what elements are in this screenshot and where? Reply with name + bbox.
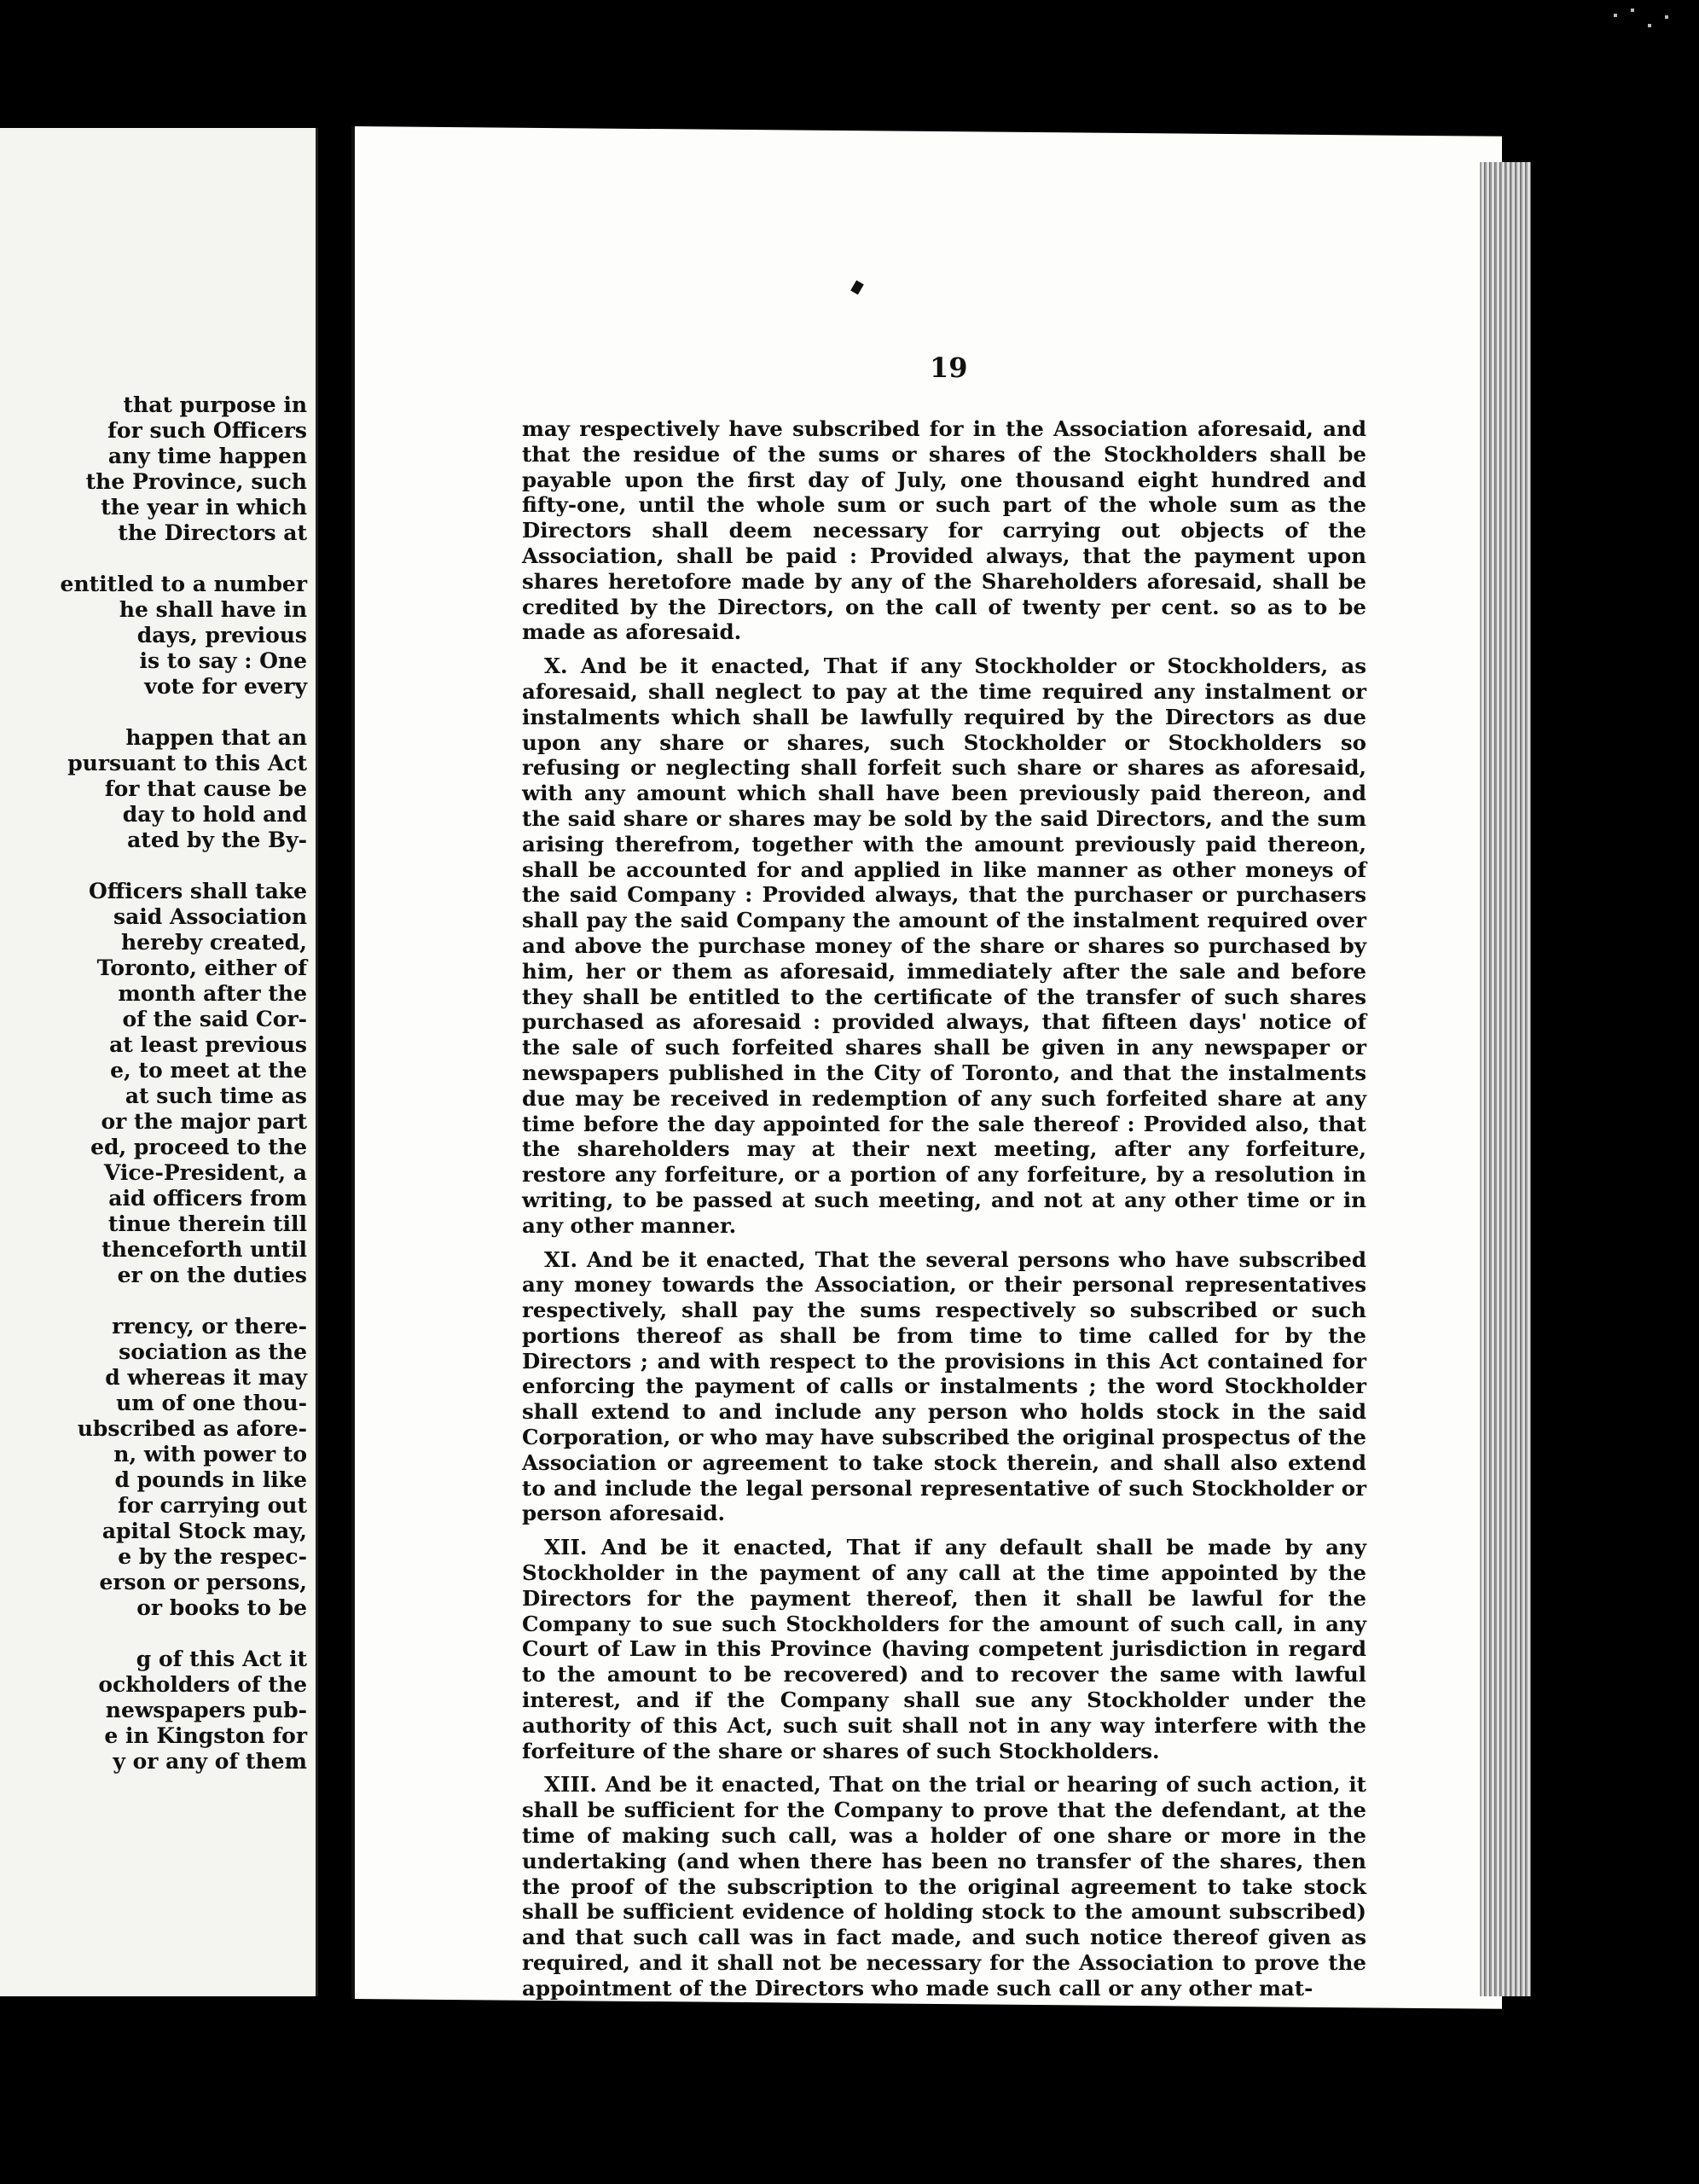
left-page-line: apital Stock may,: [101, 1519, 307, 1543]
left-page: [0, 128, 318, 1996]
left-page-line: e, to meet at the: [110, 1058, 307, 1083]
paragraph-continued: may respectively have subscribed for in the Association aforesaid, and that the residue of the sums or shares of the Stockholders shall be payable upon the first day of July, one thousand eight hundred and fifty-one, until the whole sum or such part of the whole sum as the Directors shall deem necessary for carrying out objects of the Association, shall be paid : Provided always, that the payment upon shares heretofore made by any of the Shareholders aforesaid, shall be credited by the Directors, on the call of twenty per cent. so as to be made as aforesaid.: [522, 416, 1366, 645]
left-page-text: [0, 392, 307, 1774]
page-number: 19: [930, 351, 968, 384]
left-page-line: happen that an: [125, 725, 307, 750]
paragraph-section-xiii: XIII. And be it enacted, That on the trial or hearing of such action, it shall be sufficient for the Company to prove that the defendant, at the time of making such call, was a holder of one share or more in the undertaking (and when there has been no transfer of the shares, then the proof of the subscription to the original agreement to take stock shall be sufficient evidence of holding stock to the amount subscribed) and that such call was in fact made, and such notice thereof given as required, and it shall not be necessary for the Association to prove the appointment of the Directors who made such call or any other mat-: [522, 1772, 1366, 2001]
left-page-line: for that cause be: [104, 776, 307, 801]
left-page-line: rrency, or there-: [112, 1314, 307, 1339]
left-page-gap: [0, 546, 307, 572]
left-page-line: the Directors at: [118, 520, 307, 545]
left-page-line: y or any of them: [113, 1749, 307, 1774]
left-page-gap: [0, 1288, 307, 1314]
left-page-line: the year in which: [101, 495, 307, 520]
left-page-line: of the said Cor-: [122, 1007, 307, 1031]
left-page-gap: [0, 1621, 307, 1647]
left-page-line: d pounds in like: [114, 1467, 307, 1492]
left-page-line: at such time as: [125, 1083, 307, 1108]
left-page-line: at least previous: [109, 1032, 307, 1057]
left-page-line: tinue therein till: [107, 1211, 307, 1236]
left-page-line: or the major part: [101, 1109, 307, 1134]
left-page-line: Toronto, either of: [96, 956, 307, 980]
paragraph-section-x: X. And be it enacted, That if any Stockholder or Stockholders, as aforesaid, shall neglect to pay at the time required any instalment or instalments which shall be lawfully required by the Directors as due upon any share or shares, such Stockholder or Stockholders so refusing or neglecting shall forfeit such share or shares as aforesaid, with any amount which shall have been previously paid thereon, and the said share or shares may be sold by the said Directors, and the sum arising therefrom, together with the amount previously paid thereon, shall be accounted for and applied in like manner as other moneys of the said Company : Provided always, that the purchaser or purchasers shall pay the said Company the amount of the instalment required over and above the purchase money of the share or shares so purchased by him, her or them as aforesaid, immediately after the sale and before they shall be entitled to the certificate of the transfer of such shares purchased as aforesaid : provided always, that fifteen days' notice of the sale of such forfeited shares shall be given in any newspaper or newspapers published in the City of Toronto, and that the instalments due may be received in redemption of any such forfeited share at any time before the day appointed for the sale thereof : Provided also, that the shareholders may at their next meeting, after any forfeiture, restore any forfeiture, or a portion of any forfeiture, by a resolution in writing, to be passed at such meeting, and not at any other time or in any other manner.: [522, 653, 1366, 1238]
left-page-line: days, previous: [136, 623, 307, 648]
left-page-line: entitled to a number: [60, 572, 307, 596]
left-page-line: vote for every: [144, 674, 307, 699]
left-page-line: newspapers pub-: [105, 1698, 307, 1722]
left-page-line: ed, proceed to the: [90, 1135, 307, 1159]
left-page-line: sociation as the: [119, 1339, 307, 1364]
left-page-line: month after the: [118, 981, 307, 1006]
left-page-line: he shall have in: [119, 597, 307, 622]
left-page-line: um of one thou-: [116, 1391, 307, 1415]
left-page-line: ockholders of the: [98, 1672, 307, 1697]
left-page-line: e by the respec-: [118, 1544, 307, 1569]
left-page-line: that purpose in: [123, 392, 307, 417]
left-page-line: n, with power to: [113, 1442, 307, 1467]
left-page-line: for such Officers: [107, 418, 307, 443]
left-page-line: Vice-President, a: [103, 1160, 307, 1185]
left-page-line: the Province, such: [85, 469, 307, 494]
left-page-line: said Association: [113, 904, 307, 929]
left-page-line: is to say : One: [139, 648, 307, 673]
left-page-line: aid officers from: [108, 1186, 307, 1211]
paragraph-section-xi: XI. And be it enacted, That the several persons who have subscribed any money towards the Association, or their personal representatives respectively, shall pay the sums respectively so subscribed or such portions thereof as shall be from time to time called for by the Directors ; and with respect to the provisions in this Act contained for enforcing the payment of calls or instalments ; the word Stockholder shall extend to and include any person who holds stock in the said Corporation, or who may have subscribed the original prospectus of the Association or agreement to take stock therein, and shall also extend to and include the legal personal representative of such Stockholder or person aforesaid.: [522, 1246, 1366, 1526]
left-page-line: or books to be: [136, 1595, 307, 1620]
left-page-gap: [0, 853, 307, 879]
left-page-line: erson or persons,: [99, 1570, 307, 1594]
left-page-line: er on the duties: [117, 1263, 307, 1287]
left-page-line: hereby created,: [120, 930, 307, 955]
corner-specks: [1605, 5, 1682, 56]
left-page-line: any time happen: [107, 444, 307, 468]
left-page-line: pursuant to this Act: [67, 751, 307, 775]
left-page-gap: [0, 700, 307, 725]
right-page-text: [522, 416, 1366, 2010]
left-page-line: ated by the By-: [127, 828, 307, 852]
left-page-line: Officers shall take: [89, 879, 307, 903]
left-page-line: day to hold and: [122, 802, 307, 827]
left-page-line: for carrying out: [118, 1493, 307, 1518]
left-page-line: g of this Act it: [136, 1647, 307, 1671]
left-page-line: ubscribed as afore-: [77, 1416, 307, 1441]
left-page-line: thenceforth until: [101, 1237, 307, 1262]
page-edge: [1480, 162, 1531, 1996]
left-page-line: d whereas it may: [105, 1365, 307, 1390]
left-page-line: e in Kingston for: [104, 1723, 307, 1748]
paragraph-section-xii: XII. And be it enacted, That if any default shall be made by any Stockholder in the payment of any call at the time appointed by the Directors for the payment thereof, then it shall be lawful for the Company to sue such Stockholders for the amount of such call, in any Court of Law in this Province (having competent jurisdiction in regard to the amount to be recovered) and to recover the same with lawful interest, and if the Company shall sue any Stockholder under the authority of this Act, such suit shall not in any way interfere with the forfeiture of the share or shares of such Stockholders.: [522, 1535, 1366, 1763]
